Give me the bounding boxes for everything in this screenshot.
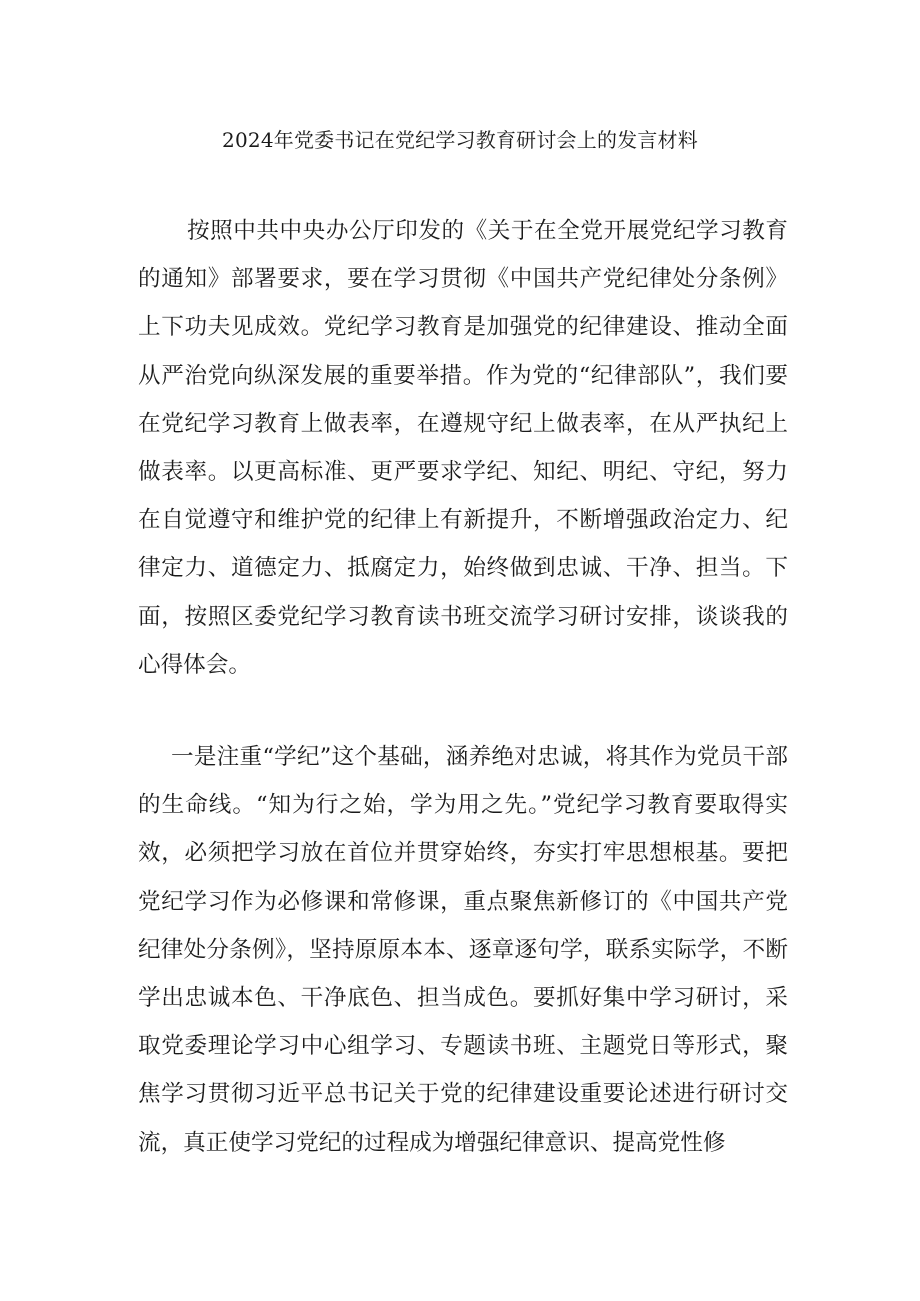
document-title: 2024年党委书记在党纪学习教育研讨会上的发言材料 (222, 128, 698, 152)
body-paragraph-1: 按照中共中央办公厅印发的《关于在全党开展党纪学习教育的通知》部署要求，要在学习贯彻《中国共产党纪律处分条例》上下功夫见成效。党纪学习教育是加强党的纪律建设、推动全面从严治党向纵深发展的重要举措。作为党的“纪律部队”，我们要在党纪学习教育上做表率，在遵规守纪上做表率，在从严执纪上做表率。以更高标准、更严要求学纪、知纪、明纪、守纪，努力在自觉遵守和维护党的纪律上有新提升，不断增强政治定力、纪律定力、道德定力、抵腐定力，始终做到忠诚、干净、担当。下面，按照区委党纪学习教育读书班交流学习研讨安排，谈谈我的心得体会。 (138, 218, 788, 678)
body-paragraph-2: 一是注重“学纪”这个基础，涵养绝对忠诚，将其作为党员干部的生命线。“知为行之始，学为用之先。”党纪学习教育要取得实效，必须把学习放在首位并贯穿始终，夯实打牢思想根基。要把党纪学习作为必修课和常修课，重点聚焦新修订的《中国共产党纪律处分条例》，坚持原原本本、逐章逐句学，联系实际学，不断学出忠诚本色、干净底色、担当成色。要抓好集中学习研讨，采取党委理论学习中心组学习、专题读书班、主题党日等形式，聚焦学习贯彻习近平总书记关于党的纪律建设重要论述进行研讨交流，真正使学习党纪的过程成为增强纪律意识、提高党性修 (138, 744, 788, 1156)
